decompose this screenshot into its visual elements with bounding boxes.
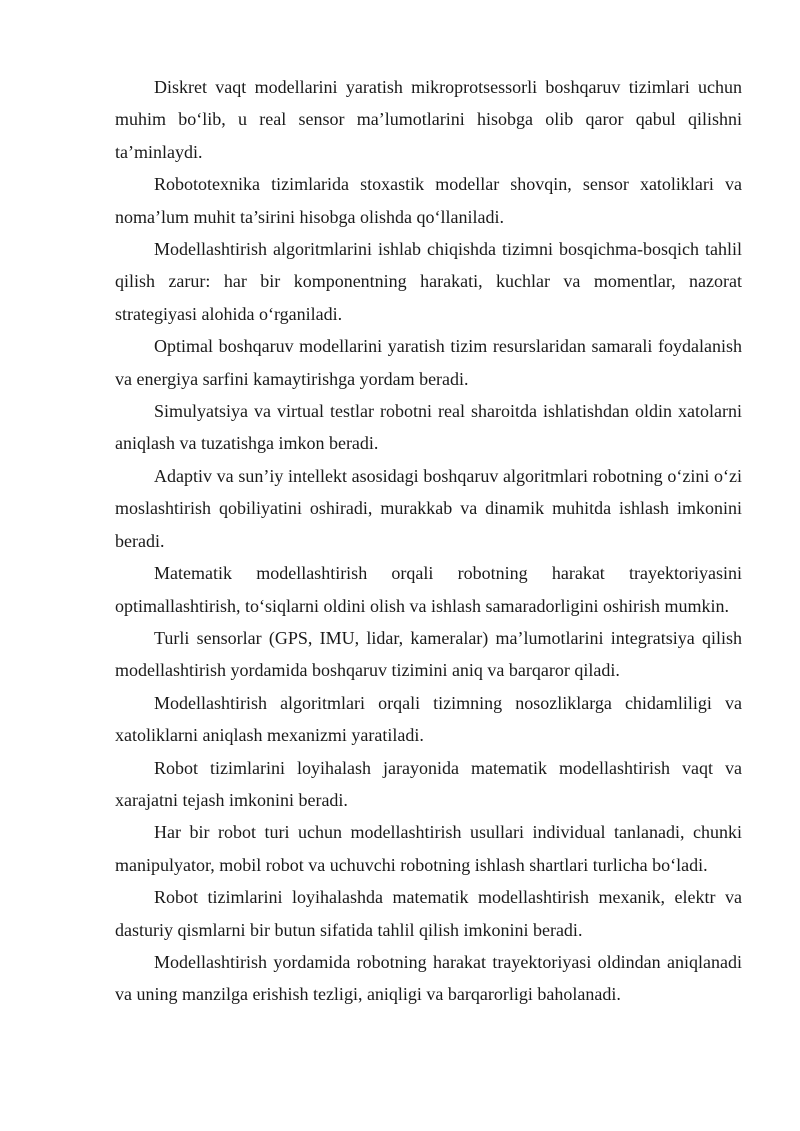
paragraph-12: Robot tizimlarini loyihalashda matematik modellashtirish mexanik, elektr va dasturiy qismlarni bir butun sifatida tahlil qilish imkonini beradi. <box>115 887 742 940</box>
paragraph-1: Diskret vaqt modellarini yaratish mikroprotsessorli boshqaruv tizimlari uchun muhim bo‘lib, u real sensor ma’lumotlarini hisobga olib qaror qabul qilishni ta’minlaydi. <box>115 77 742 162</box>
paragraph-7: Matematik modellashtirish orqali robotning harakat trayektoriyasini optimallashtirish, to‘siqlarni oldini olish va ishlash samaradorligini oshirish mumkin. <box>115 563 742 616</box>
paragraph-6: Adaptiv va sun’iy intellekt asosidagi boshqaruv algoritmlari robotning o‘zini o‘zi moslashtirish qobiliyatini oshiradi, murakkab va dinamik muhitda ishlash imkonini beradi. <box>115 465 742 551</box>
paragraph-2: Robototexnika tizimlarida stoxastik modellar shovqin, sensor xatoliklari va noma’lum muhit ta’sirini hisobga olishda qo‘llaniladi. <box>115 174 742 227</box>
paragraph-13: Modellashtirish yordamida robotning harakat trayektoriyasi oldindan aniqlanadi va uning manzilga erishish tezligi, aniqligi va barqarorligi baholanadi. <box>115 951 742 1005</box>
document-page <box>115 71 742 1011</box>
paragraph-10: Robot tizimlarini loyihalash jarayonida matematik modellashtirish vaqt va xarajatni tejash imkonini beradi. <box>115 757 742 810</box>
paragraph-8: Turli sensorlar (GPS, IMU, lidar, kameralar) ma’lumotlarini integratsiya qilish modellashtirish yordamida boshqaruv tizimini aniq va barqaror qiladi. <box>115 627 742 681</box>
paragraph-11: Har bir robot turi uchun modellashtirish usullari individual tanlanadi, chunki manipulyator, mobil robot va uchuvchi robotning ishlash shartlari turlicha bo‘ladi. <box>115 822 742 875</box>
paragraph-5: Simulyatsiya va virtual testlar robotni real sharoitda ishlatishdan oldin xatolarni aniqlash va tuzatishga imkon beradi. <box>115 401 742 454</box>
paragraph-3: Modellashtirish algoritmlarini ishlab chiqishda tizimni bosqichma-bosqich tahlil qilish zarur: har bir komponentning harakati, kuchlar va momentlar, nazorat strategiyasi alohida o‘rganiladi. <box>115 239 742 324</box>
paragraph-4: Optimal boshqaruv modellarini yaratish tizim resurslaridan samarali foydalanish va energiya sarfini kamaytirishga yordam beradi. <box>115 336 742 389</box>
paragraph-9: Modellashtirish algoritmlari orqali tizimning nosozliklarga chidamliligi va xatoliklarni aniqlash mexanizmi yaratiladi. <box>115 692 742 746</box>
